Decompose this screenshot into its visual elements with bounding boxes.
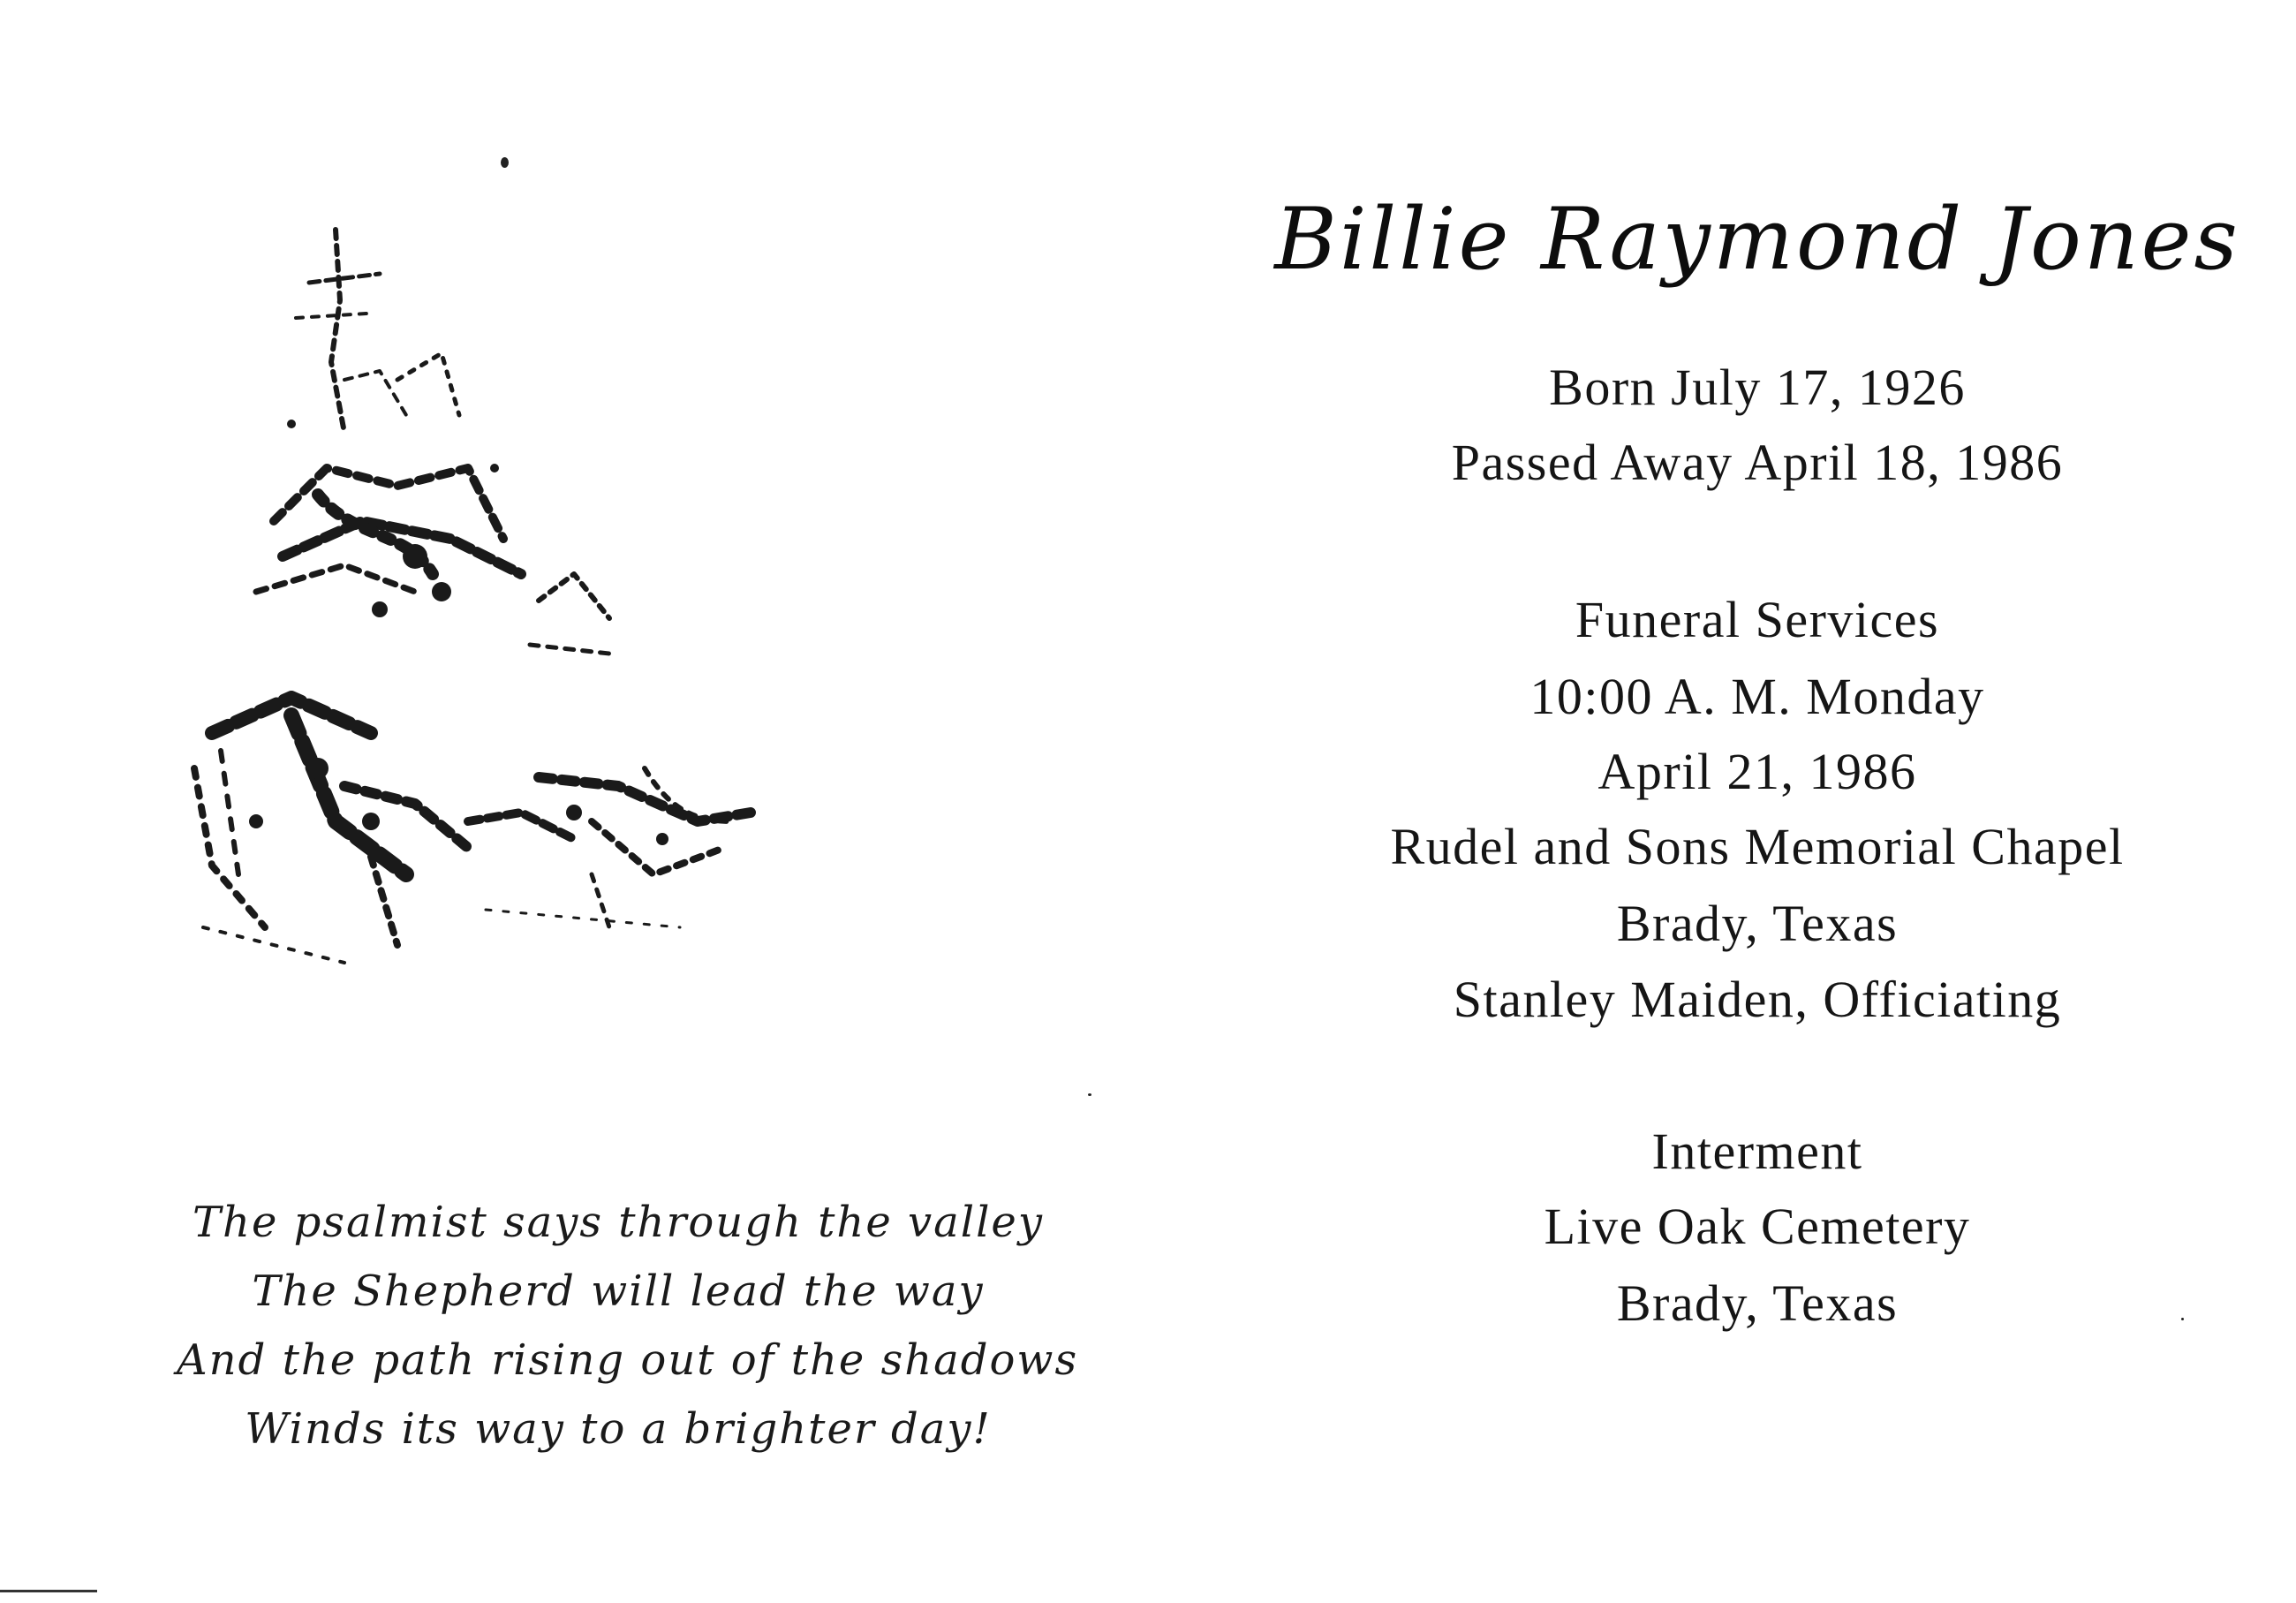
poem-line: Winds its way to a brighter day!	[245, 1404, 992, 1454]
officiant: Stanley Maiden, Officiating	[1453, 971, 2062, 1028]
services-heading: Funeral Services	[1575, 591, 1940, 648]
service-date: April 21, 1986	[1597, 743, 1917, 800]
church-sketch-icon	[115, 203, 804, 980]
deceased-name: Billie Raymond Jones	[1274, 190, 2240, 289]
service-city: Brady, Texas	[1616, 895, 1899, 952]
poem-line: And the path rising out of the shadows	[177, 1335, 1079, 1385]
service-place: Rudel and Sons Memorial Chapel	[1390, 818, 2125, 875]
poem	[177, 1188, 1079, 1463]
scan-edge-line	[0, 1590, 97, 1592]
cemetery-city: Brady, Texas	[1616, 1274, 1899, 1332]
scan-speck	[1088, 1093, 1091, 1096]
scan-speck	[501, 157, 509, 168]
cemetery-name: Live Oak Cemetery	[1544, 1198, 1971, 1255]
poem-line: The Shepherd will lead the way	[252, 1267, 985, 1316]
death-date: Passed Away April 18, 1986	[1451, 434, 2064, 491]
service-time: 10:00 A. M. Monday	[1529, 668, 1985, 725]
scan-speck	[2181, 1318, 2184, 1320]
birth-date: Born July 17, 1926	[1549, 359, 1966, 416]
interment-heading: Interment	[1651, 1123, 1863, 1180]
poem-line: The psalmist says through the valley	[193, 1198, 1044, 1247]
